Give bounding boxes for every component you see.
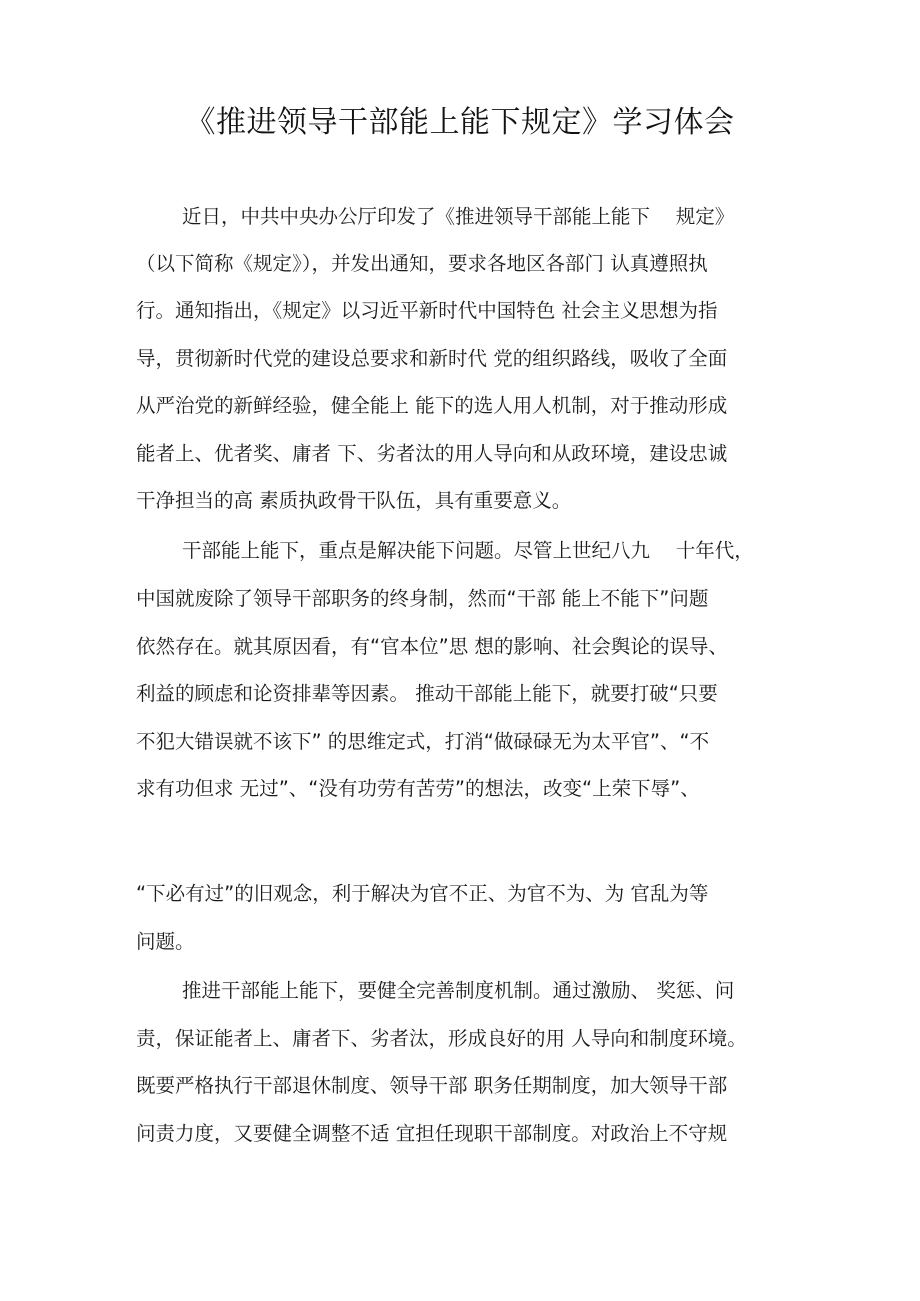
paragraph-2-line-2: 中国就废除了领导干部职务的终身制，然而“干部 能上不能下”问题: [136, 587, 709, 610]
paragraph-2-line-8: 问题。: [136, 930, 195, 953]
paragraph-2-line-3: 依然存在。就其原因看，有“官本位”思 想的影响、社会舆论的误导、: [136, 635, 728, 658]
paragraph-1-line-7: 干净担当的高 素质执政骨干队伍，具有重要意义。: [136, 489, 572, 512]
paragraph-1-line-2: （以下简称《规定》），并发出通知，要求各地区各部门 认真遵照执: [136, 252, 708, 275]
paragraph-3-line-1: 推进干部能上能下，要健全完善制度机制。通过激励、 奖惩、问: [182, 979, 735, 1002]
paragraph-1-line-3: 行。通知指出，《规定》以习近平新时代中国特色 社会主义思想为指: [136, 299, 718, 322]
paragraph-1-line-6: 能者上、优者奖、庸者 下、劣者汰的用人导向和从政环境，建设忠诚: [136, 442, 728, 465]
paragraph-2-line-1: 干部能上能下，重点是解决能下问题。尽管上世纪八九 十年代，: [182, 539, 754, 562]
paragraph-2-line-4: 利益的顾虑和论资排辈等因素。 推动干部能上能下，就要打破“只要: [136, 682, 718, 705]
paragraph-1-line-5: 从严治党的新鲜经验，健全能上 能下的选人用人机制，对于推动形成: [136, 394, 728, 417]
paragraph-1-line-1: 近日，中共中央办公厅印发了《推进领导干部能上能下 规定》: [182, 205, 735, 228]
paragraph-3-line-3: 既要严格执行干部退休制度、领导干部 职务任期制度，加大领导干部: [136, 1074, 728, 1097]
paragraph-2-line-7: “下必有过”的旧观念，利于解决为官不正、为官不为、为 官乱为等: [136, 882, 709, 905]
paragraph-2-line-6: 求有功但求 无过”、“没有功劳有苦劳”的想法，改变“上荣下辱”、: [136, 777, 700, 800]
paragraph-3-line-4: 问责力度，又要健全调整不适 宜担任现职干部制度。对政治上不守规: [136, 1122, 728, 1145]
paragraph-1-line-4: 导，贯彻新时代党的建设总要求和新时代 党的组织路线，吸收了全面: [136, 347, 728, 370]
document-title: 《推进领导干部能上能下规定》学习体会: [185, 105, 735, 140]
paragraph-3-line-2: 责，保证能者上、庸者下、劣者汰，形成良好的用 人导向和制度环境。: [136, 1027, 747, 1050]
paragraph-2-line-5: 不犯大错误就不该下” 的思维定式，打消“做碌碌无为太平官”、“不: [136, 730, 710, 753]
